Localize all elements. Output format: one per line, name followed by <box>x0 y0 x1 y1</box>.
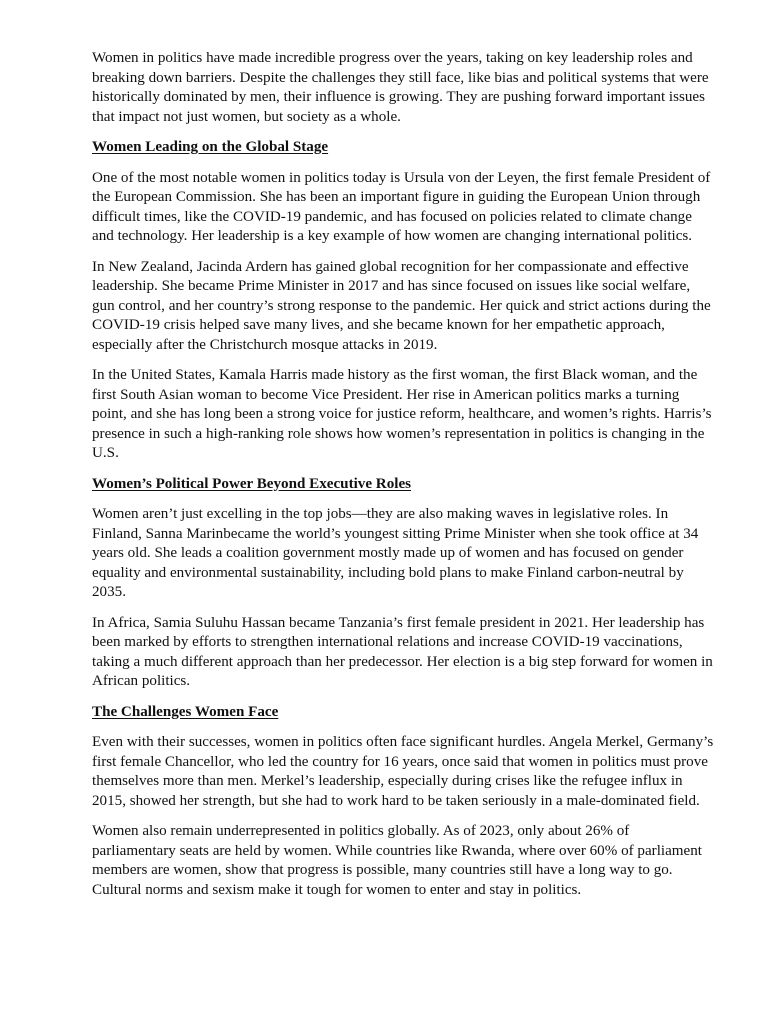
section-heading-global-stage: Women Leading on the Global Stage <box>92 139 329 155</box>
section-heading-challenges: The Challenges Women Face <box>92 703 279 720</box>
paragraph-ardern: In New Zealand, Jacinda Ardern has gained global recognition for her compassionate and effective leadership. She became Prime Minister in 2017 and has since focused on issues like social welfare, gun control, and her country’s strong response to the pandemic. Her quick and strict actions during the COVID-19 crisis helped save many lives, and she became known for her empathetic approach, especially after the Christchurch mosque attacks in 2019. <box>92 258 711 353</box>
section-heading-beyond-executive: Women’s Political Power Beyond Executive Roles <box>92 475 412 492</box>
paragraph-merkel: Even with their successes, women in politics often face significant hurdles. Angela Merkel, Germany’s first female Chancellor, who led the country for 16 years, once said that women in politics must prove themselves more than men. Merkel’s leadership, especially during crises like the refugee influx in 2015, showed her strength, but she had to work hard to be taken seriously in a male-dominated field. <box>92 734 714 809</box>
paragraph-hassan: In Africa, Samia Suluhu Hassan became Tanzania’s first female president in 2021. Her leadership has been marked by efforts to strengthen international relations and increase COVID-19 vaccinations, taking a much different approach than her predecessor. Her election is a big step forward for women in African politics. <box>92 614 713 689</box>
paragraph-marin: Women aren’t just excelling in the top jobs—they are also making waves in legislative roles. In Finland, Sanna Marinbecame the world’s youngest sitting Prime Minister when she took office at 34 years old. She leads a coalition government mostly made up of women and has focused on gender equality and environmental sustainability, including bold plans to make Finland carbon-neutral by 2035. <box>92 506 699 600</box>
paragraph-von-der-leyen: One of the most notable women in politics today is Ursula von der Leyen, the first female President of the European Commission. She has been an important figure in guiding the European Union through difficult times, like the COVID-19 pandemic, and has focused on policies related to climate change and technology. Her leadership is a key example of how women are changing international politics. <box>92 169 711 244</box>
intro-paragraph: Women in politics have made incredible progress over the years, taking on key leadership roles and breaking down barriers. Despite the challenges they still face, like bias and political systems that were historically dominated by men, their influence is growing. They are pushing forward important issues that impact not just women, but society as a whole. <box>92 50 709 125</box>
paragraph-harris: In the United States, Kamala Harris made history as the first woman, the first Black woman, and the first South Asian woman to become Vice President. Her rise in American politics marks a turning point, and she has long been a strong voice for justice reform, healthcare, and women’s rights. Harris’s presence in such a high-ranking role shows how women’s representation in politics is changing in the U.S. <box>92 367 712 461</box>
paragraph-underrepresentation: Women also remain underrepresented in politics globally. As of 2023, only about 26% of parliamentary seats are held by women. While countries like Rwanda, where over 60% of parliament members are women, show that progress is possible, many countries still have a long way to go. Cultural norms and sexism make it tough for women to enter and stay in politics. <box>92 823 702 898</box>
